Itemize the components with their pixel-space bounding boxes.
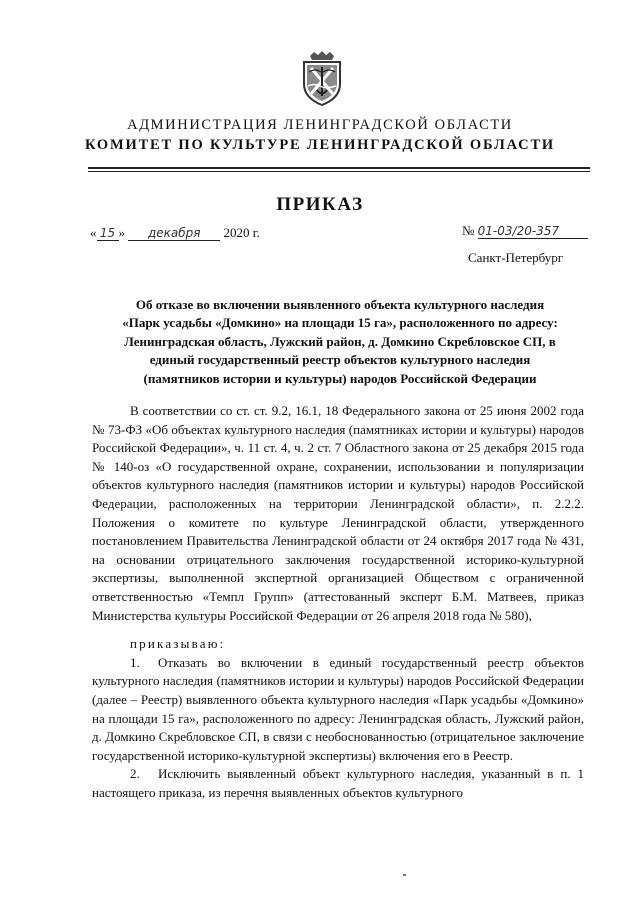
preamble-paragraph: В соответствии со ст. ст. 9.2, 16.1, 18 Федерального закона от 25 июня 2002 года № 73-ФЗ «Об объектах культурного наследия (памятниках истории и культуры) народов Российской Федерации», ч. 11 ст. 4, ч. 2 ст. 7 Областного закона от 25 декабря 2015 года № 140-оз «О государственной охране, сохранении, использовании и популяризации объектов культурного наследия (памятников истории и культуры) народов Российской Федерации, расположенных на территории Ленинградской области», п. 2.2.2. Положения о комитете по культуре Ленинградской области, утвержденного постановлением Правительства Ленинградской области от 24 октября 2017 года № 431, на основании отрицательного заключения государственной историко-культурной экспертизы, выполненной экспертной организацией Обществом с ограниченной ответственностью «Темпл Групп» (аттестованный эксперт Б.М. Матвеев, приказ Министерства культуры Российской Федерации от 26 апреля 2018 года № 580), (92, 403, 584, 623)
organization-line-2: КОМИТЕТ ПО КУЛЬТУРЕ ЛЕНИНГРАДСКОЙ ОБЛАСТИ (84, 137, 555, 153)
heading-line: единый государственный реестр объектов культурного наследия (149, 352, 531, 368)
date-open-quote: « (90, 225, 97, 240)
organization-line-1: АДМИНИСТРАЦИЯ ЛЕНИНГРАДСКОЙ ОБЛАСТИ (127, 117, 513, 133)
clause-text: Отказать во включении в единый государственный реестр объектов культурного наследия (памятников истории и культуры) народов Российской Федерации (далее – Реестр) выявленного объекта культурного наследия «Парк усадьбы «Домкино» на площади 15 га», расположенного по адресу: Ленинградская область, Лужский район, д. Домкино Скребловское СП, в связи с необоснованностью (отрицательное заключение государственной историко-культурной экспертизы) включения его в Реестр. (92, 654, 584, 763)
order-subject-heading (98, 296, 582, 388)
clause-number: 2. (130, 766, 140, 782)
clause-number: 1. (130, 654, 140, 670)
header-divider-thin (88, 171, 590, 172)
orders-word: приказываю: (130, 636, 226, 652)
order-date (90, 225, 260, 241)
date-month: декабря (128, 226, 220, 241)
heading-line: (памятников истории и культуры) народов Российской Федерации (143, 370, 537, 386)
clause-1 (92, 654, 584, 766)
order-body (92, 402, 584, 802)
heading-line: Ленинградская область, Лужский район, д. Домкино Скребловское СП, в (124, 333, 556, 349)
city-name: Санкт-Петербург (468, 250, 564, 265)
coat-of-arms-icon (300, 50, 344, 106)
clause-text: Исключить выявленный объект культурного наследия, указанный в п. 1 настоящего приказа, из перечня выявленных объектов культурного (92, 766, 584, 800)
clause-2 (92, 765, 584, 802)
date-year: 2020 г. (223, 225, 260, 240)
scan-speck (403, 874, 406, 876)
order-number (462, 223, 588, 239)
order-title: ПРИКАЗ (276, 194, 364, 215)
heading-line: «Парк усадьбы «Домкино» на площади 15 га», расположенного по адресу: (122, 315, 558, 331)
date-close-quote: » (118, 225, 125, 240)
heading-line: Об отказе во включении выявленного объекта культурного наследия (135, 297, 545, 312)
header-divider-thick (88, 167, 590, 169)
number-value: 01-03/20-357 (478, 224, 588, 239)
number-label: № (462, 223, 475, 238)
date-day: 15 (97, 226, 119, 241)
